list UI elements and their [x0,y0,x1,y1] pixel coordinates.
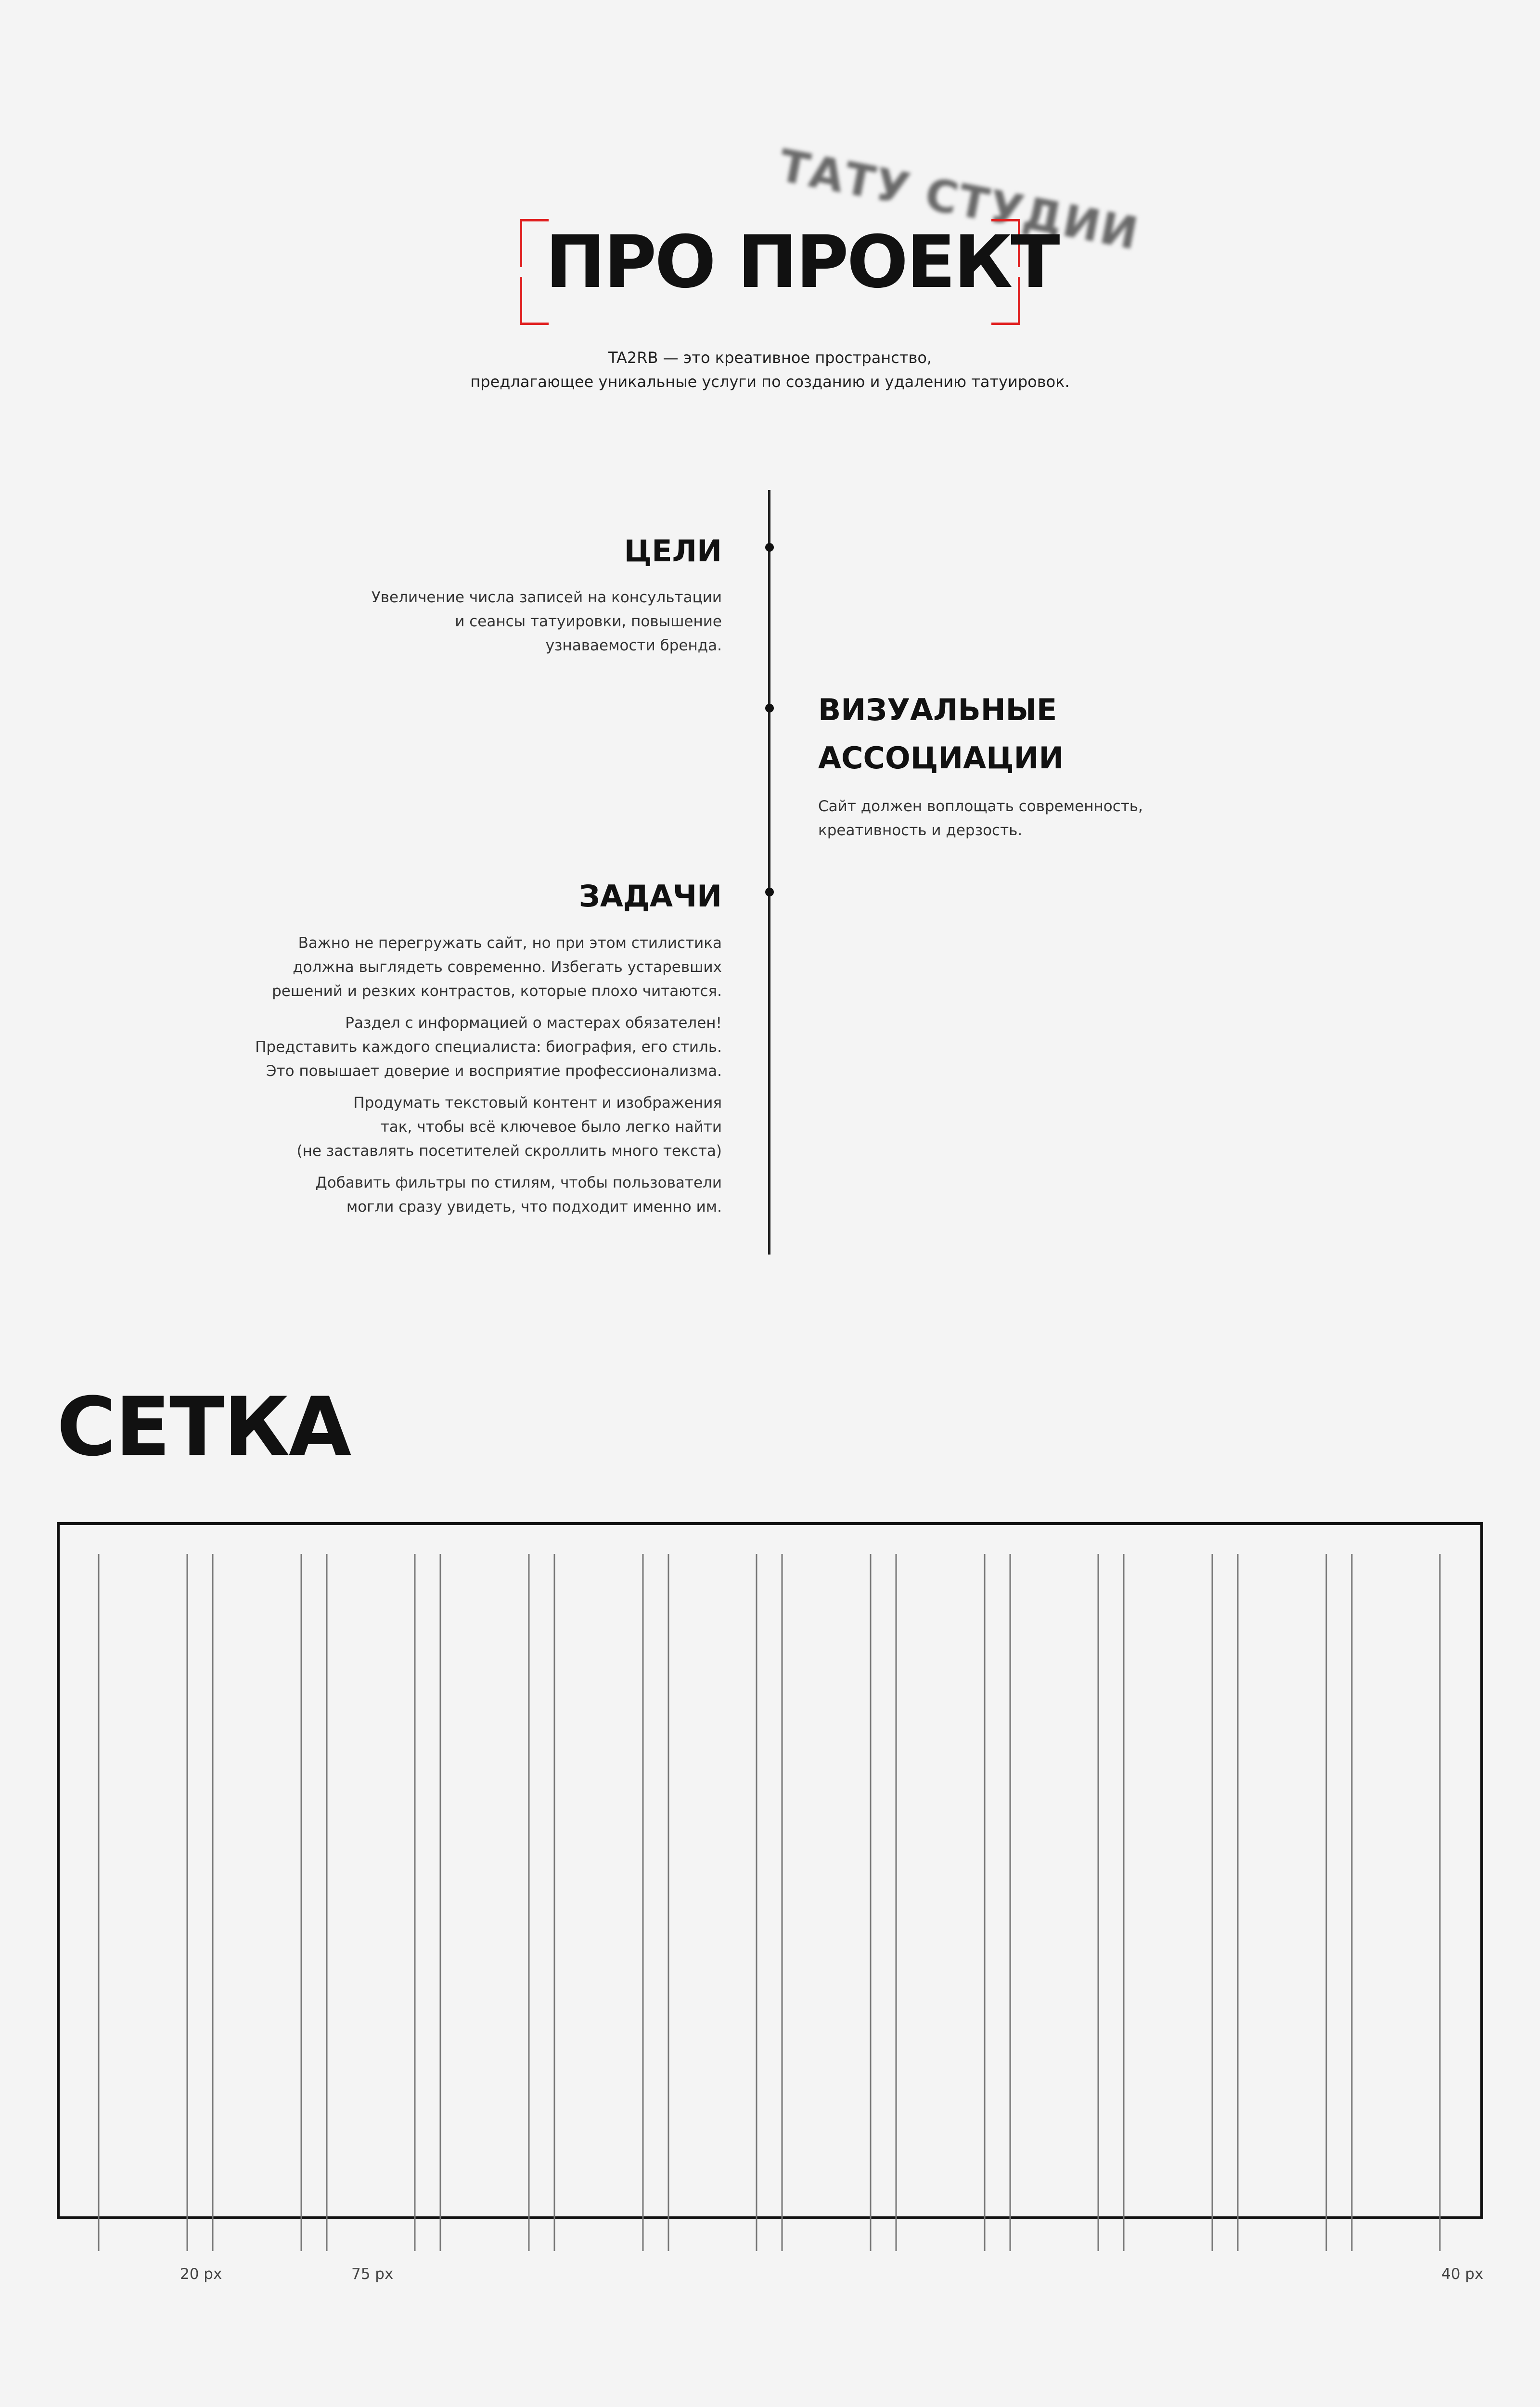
visual-title-line: АССОЦИАЦИИ [818,740,1064,776]
timeline-line [768,490,770,1255]
tasks-line: Продумать текстовый контент и изображения [353,1094,722,1112]
tasks-line: решений и резких контрастов, которые плохо читаются. [272,983,722,1000]
tasks-line: Представить каждого специалиста: биография, его стиль. [255,1038,722,1056]
goals-line: и сеансы татуировки, повышение [455,613,722,630]
visual-line: Сайт должен воплощать современность, [818,798,1143,815]
grid-columns [0,1521,1540,2263]
tasks-paragraph [144,931,722,1003]
tasks-line: Это повышает доверие и восприятие профессионализма. [266,1062,722,1080]
column-label: 75 px [351,2265,394,2283]
tasks-line: должна выглядеть современно. Избегать устаревших [293,958,722,976]
visual-text [818,794,1251,842]
tasks-line: Важно не перегружать сайт, но при этом стилистика [298,934,722,952]
tasks-line: (не заставлять посетителей скроллить много текста) [296,1142,722,1160]
goals-line: узнаваемости бренда. [545,637,722,654]
tasks-paragraph [144,1091,722,1163]
visual-line: креативность и дерзость. [818,822,1023,839]
tasks-line: так, чтобы всё ключевое было легко найти [380,1118,722,1136]
tasks-paragraph [144,1011,722,1083]
timeline-dot-tasks [765,888,774,896]
tasks-text [144,931,722,1227]
goals-line: Увеличение числа записей на консультации [371,589,722,606]
tasks-line: Раздел с информацией о мастерах обязателен! [345,1014,722,1032]
visual-title-line: ВИЗУАЛЬНЫЕ [818,692,1057,727]
goals-title: ЦЕЛИ [624,533,722,569]
tattoo-studio-caption: ТАТУ СТУДИИ [774,140,1143,260]
bracket-top-left [520,219,549,267]
grid-title: СЕТКА [57,1380,350,1474]
timeline-dot-goals [765,543,774,552]
tasks-paragraph [144,1171,722,1219]
tasks-line: могли сразу увидеть, что подходит именно им. [346,1198,722,1216]
tasks-title: ЗАДАЧИ [578,879,722,914]
gutter-label: 20 px [180,2265,222,2283]
intro-line: TA2RB — это креативное пространство, [608,349,932,367]
bracket-bottom-left [520,277,549,325]
timeline-dot-visual [765,704,774,712]
tasks-line: Добавить фильтры по стилям, чтобы пользователи [315,1174,722,1191]
goals-text [289,585,722,658]
visual-title [818,686,1064,782]
margin-label: 40 px [1441,2265,1484,2283]
intro-line: предлагающее уникальные услуги по созданию и удалению татуировок. [470,373,1070,391]
page-title: ПРО ПРОЕКТ [545,220,1058,304]
intro-text [0,346,1540,394]
